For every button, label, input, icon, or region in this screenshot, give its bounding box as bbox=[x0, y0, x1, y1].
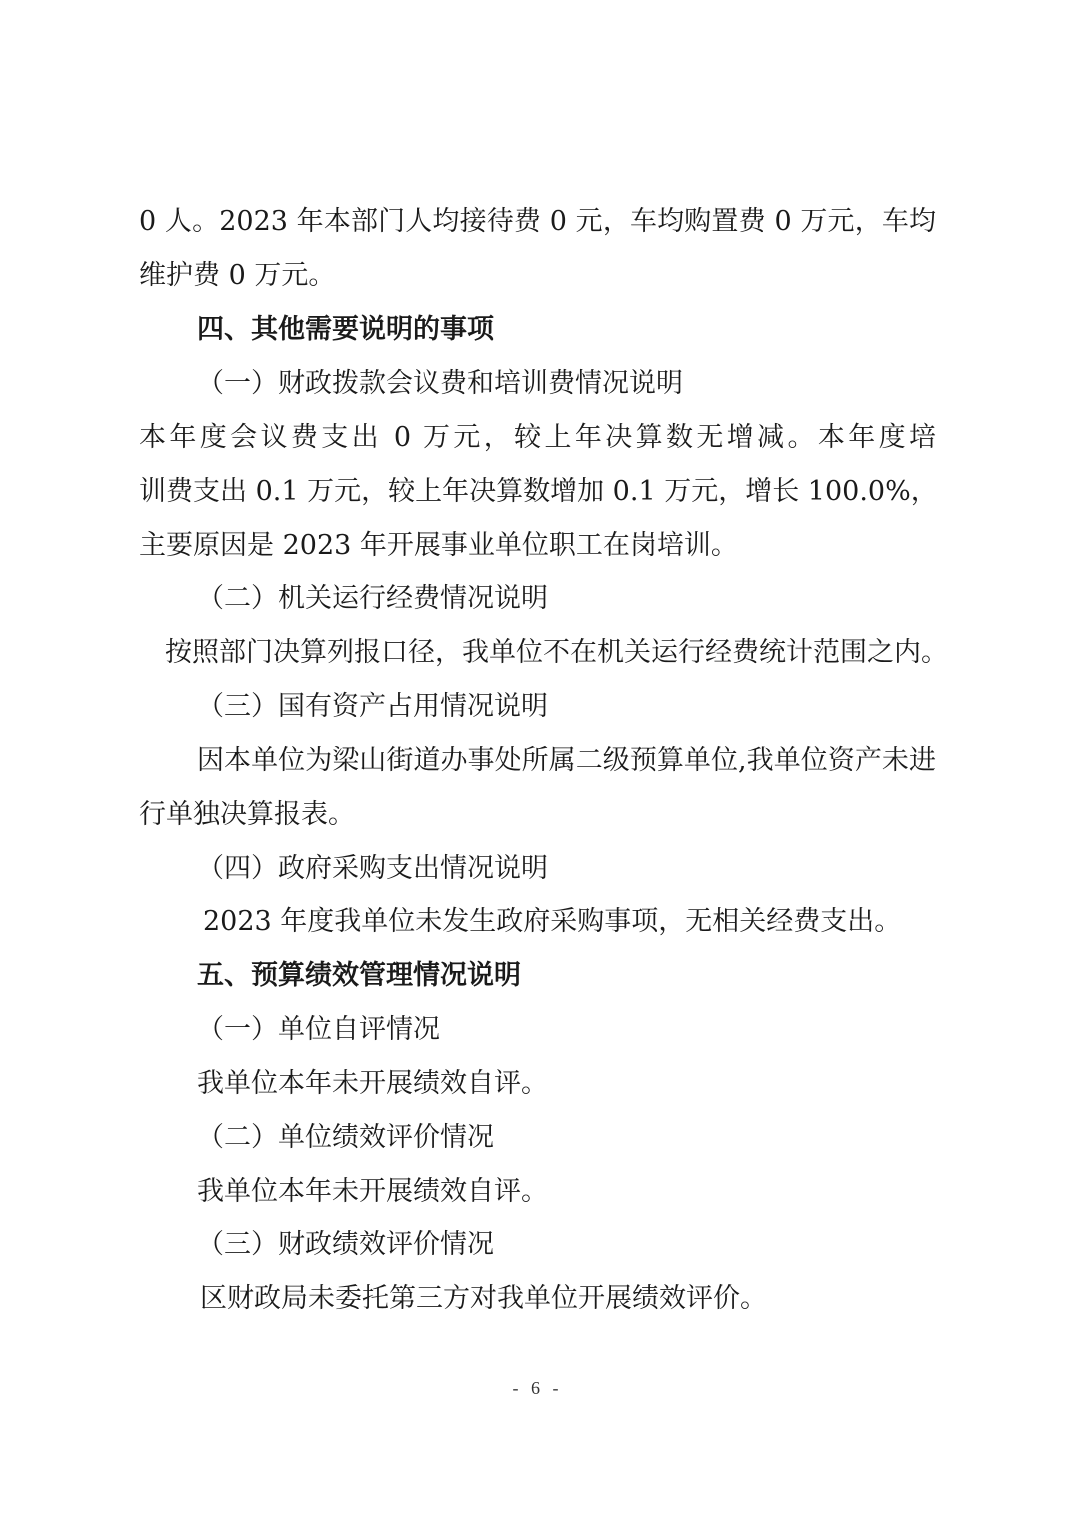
paragraph-4-1-line-3: 主要原因是 2023 年开展事业单位职工在岗培训。 bbox=[139, 530, 738, 561]
subsection-4-4-heading: （四）政府采购支出情况说明 bbox=[197, 853, 548, 884]
paragraph-4-1-line-2: 训费支出 0.1 万元，较上年决算数增加 0.1 万元，增长 100.0%， bbox=[139, 476, 938, 507]
paragraph-5-3-line-1: 区财政局未委托第三方对我单位开展绩效评价。 bbox=[200, 1283, 767, 1314]
paragraph-5-2-line-1: 我单位本年未开展绩效自评。 bbox=[197, 1176, 548, 1207]
section-5-heading: 五、预算绩效管理情况说明 bbox=[197, 960, 521, 991]
paragraph-4-3-line-2: 行单独决算报表。 bbox=[139, 799, 355, 830]
subsection-4-2-heading: （二）机关运行经费情况说明 bbox=[197, 583, 548, 614]
subsection-4-1-heading: （一）财政拨款会议费和培训费情况说明 bbox=[197, 368, 683, 399]
continuation-line-2: 维护费 0 万元。 bbox=[139, 260, 336, 291]
page-number: - 6 - bbox=[512, 1378, 563, 1398]
paragraph-4-2-line-1: 按照部门决算列报口径，我单位不在机关运行经费统计范围之内。 bbox=[165, 637, 948, 668]
paragraph-4-4-line-1: 2023 年度我单位未发生政府采购事项，无相关经费支出。 bbox=[203, 906, 902, 937]
subsection-4-3-heading: （三）国有资产占用情况说明 bbox=[197, 691, 548, 722]
paragraph-4-1-line-1: 本年度会议费支出 0 万元，较上年决算数无增减。本年度培 bbox=[139, 422, 936, 453]
subsection-5-1-heading: （一）单位自评情况 bbox=[197, 1014, 440, 1045]
continuation-line-1: 0 人。2023 年本部门人均接待费 0 元，车均购置费 0 万元，车均 bbox=[139, 206, 936, 237]
paragraph-5-1-line-1: 我单位本年未开展绩效自评。 bbox=[197, 1068, 548, 1099]
section-4-heading: 四、其他需要说明的事项 bbox=[197, 314, 494, 345]
subsection-5-2-heading: （二）单位绩效评价情况 bbox=[197, 1122, 494, 1153]
subsection-5-3-heading: （三）财政绩效评价情况 bbox=[197, 1229, 494, 1260]
paragraph-4-3-line-1: 因本单位为梁山街道办事处所属二级预算单位,我单位资产未进 bbox=[197, 745, 936, 776]
